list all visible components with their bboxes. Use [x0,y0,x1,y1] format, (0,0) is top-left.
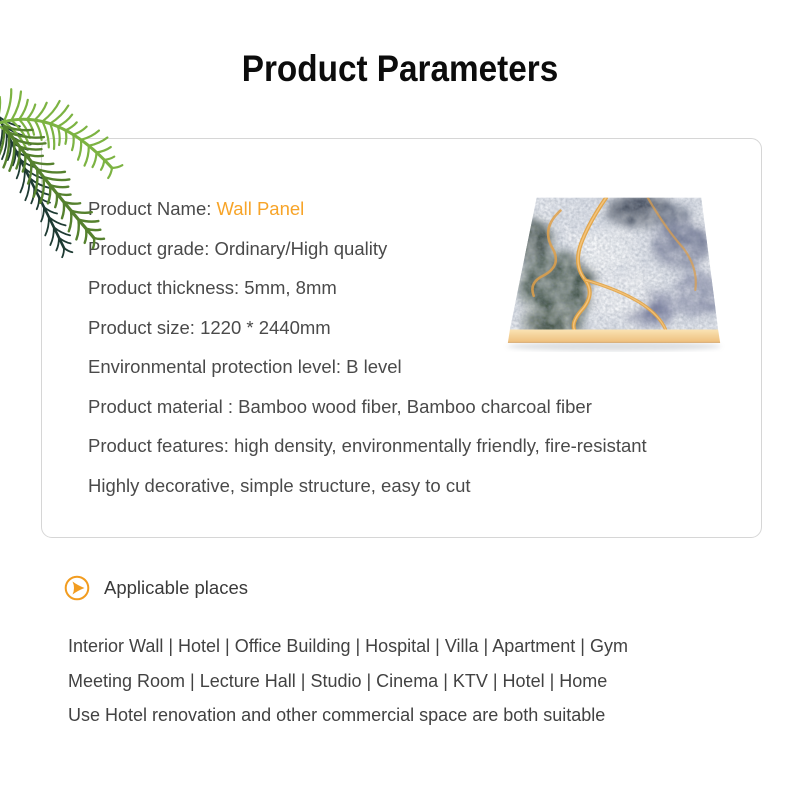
play-circle-icon [64,575,90,601]
section-title: Applicable places [104,577,248,598]
places-line: Use Hotel renovation and other commercial space are both suitable [68,705,606,726]
page-title: Product Parameters [241,48,559,89]
spec-line: Product material : Bamboo wood fiber, Bamboo charcoal fiber [88,395,592,417]
spec-line: Product grade: Ordinary/High quality [88,237,388,259]
places-line: Meeting Room | Lecture Hall | Studio | Cinema | KTV | Hotel | Home [68,670,608,691]
applicable-places-text [68,629,628,733]
wall-panel-image [501,194,729,357]
spec-label: Product Name: [88,198,212,219]
spec-line: Product size: 1220 * 2440mm [88,316,331,338]
spec-line: Highly decorative, simple structure, easy to cut [88,474,471,496]
spec-line: Product features: high density, environmentally friendly, fire-resistant [88,435,647,456]
product-name-value: Wall Panel [216,198,305,219]
applicable-places-header [64,575,248,601]
spec-line: Product thickness: 5mm, 8mm [88,277,337,298]
panel-edge [508,330,720,343]
places-line: Interior Wall | Hotel | Office Building | Hospital | Villa | Apartment | Gym [68,636,628,656]
product-parameters-card [41,138,762,538]
spec-line: Environmental protection level: B level [88,356,402,377]
